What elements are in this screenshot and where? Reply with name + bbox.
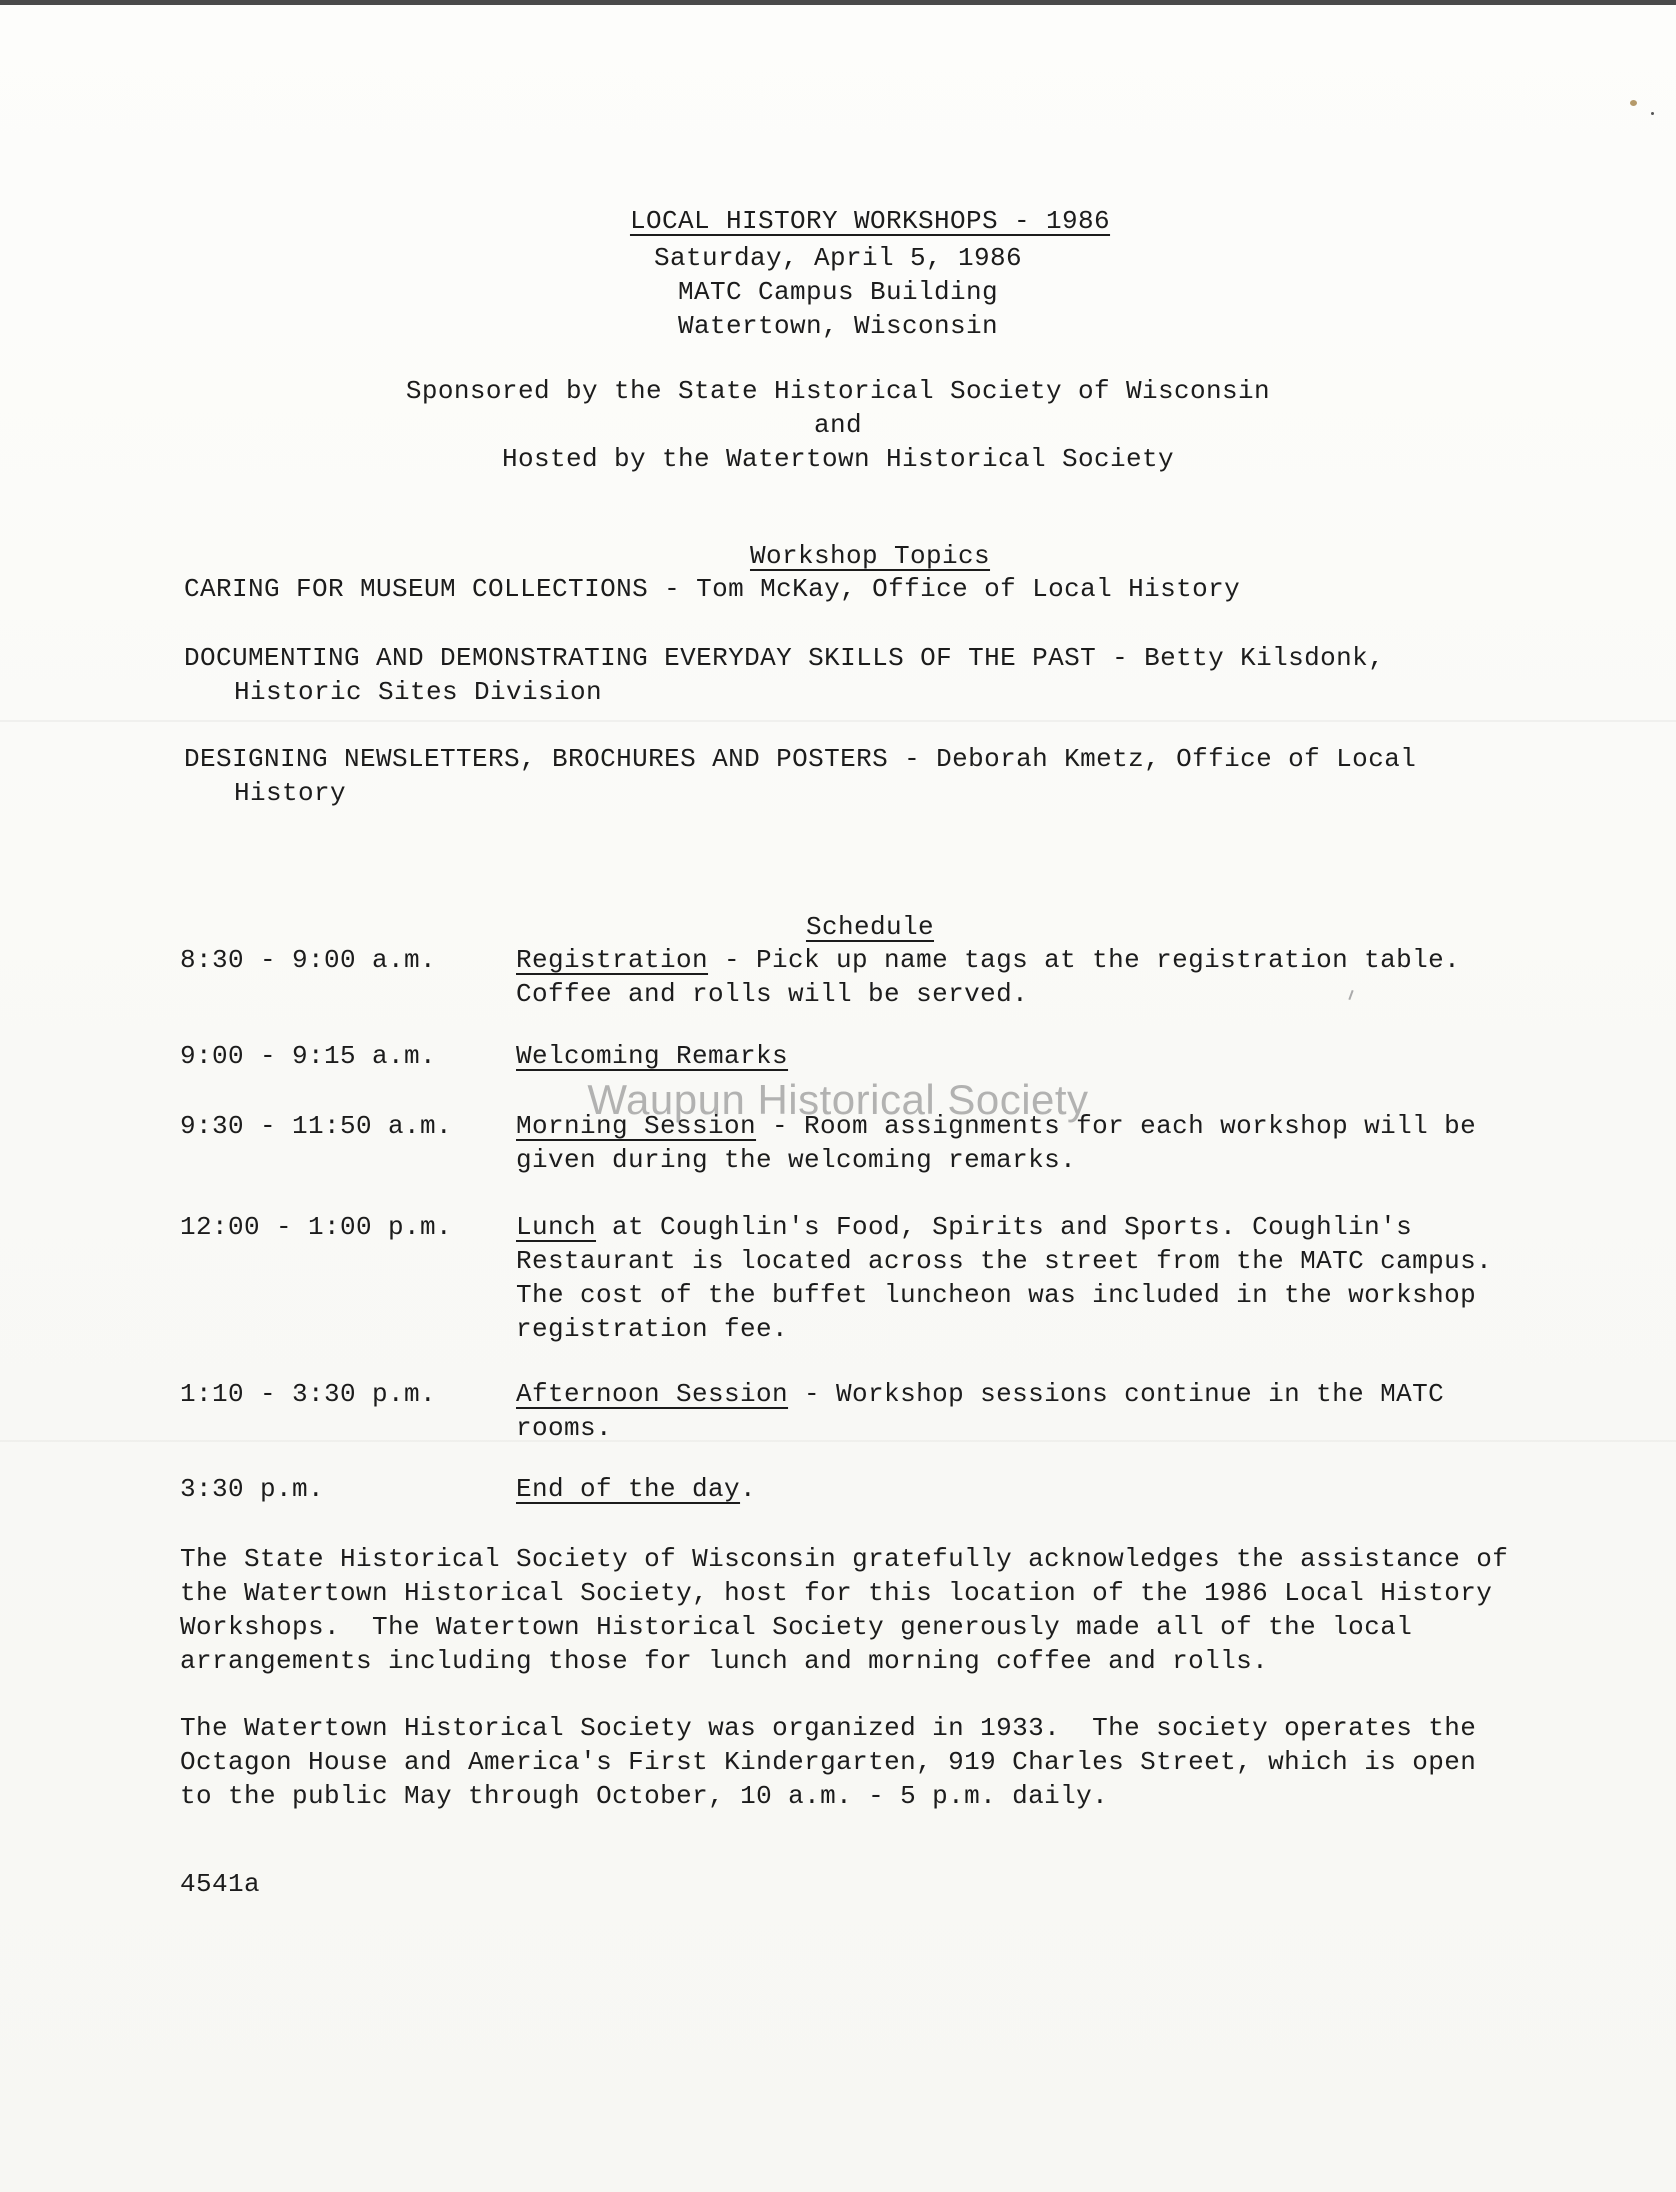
schedule-time: 12:00 - 1:00 p.m. [180,1212,453,1242]
paper-speck [1630,100,1637,106]
document-title: LOCAL HISTORY WORKSHOPS - 1986 [629,206,1111,236]
event-city: Watertown, Wisconsin [677,311,999,341]
scan-edge [0,0,1676,5]
ack-paragraph-line: arrangements including those for lunch and morning coffee and rolls. [180,1646,1269,1676]
schedule-item: Afternoon Session - Workshop sessions continue in the MATC rooms. [516,1379,1445,1443]
schedule-time: 8:30 - 9:00 a.m. [180,945,437,975]
ack-paragraph-line: The State Historical Society of Wisconsin gratefully acknowledges the assistance of [180,1544,1509,1574]
schedule-time: 9:00 - 9:15 a.m. [180,1041,437,1071]
schedule-item: Welcoming Remarks [516,1041,789,1071]
schedule-item: End of the day. [516,1474,757,1504]
society-paragraph-line: The Watertown Historical Society was organized in 1933. The society operates the [180,1713,1477,1743]
topic-item-continued: Historic Sites Division [234,677,603,707]
schedule-item: Registration - Pick up name tags at the registration table. Coffee and rolls will be served. [516,945,1461,1009]
society-paragraph-line: to the public May through October, 10 a.m. - 5 p.m. daily. [180,1781,1109,1811]
watermark: Waupun Historical Society [587,1076,1089,1123]
society-paragraph-line: Octagon House and America's First Kindergarten, 919 Charles Street, which is open [180,1747,1477,1777]
topics-heading: Workshop Topics [749,541,991,571]
host-line: Hosted by the Watertown Historical Society [501,444,1175,474]
topic-item: CARING FOR MUSEUM COLLECTIONS - Tom McKay, Office of Local History [184,574,1241,604]
schedule-time: 9:30 - 11:50 a.m. [180,1111,453,1141]
topic-item: DOCUMENTING AND DEMONSTRATING EVERYDAY SKILLS OF THE PAST - Betty Kilsdonk, [184,643,1385,673]
ack-paragraph-line: the Watertown Historical Society, host for this location of the 1986 Local History [180,1578,1493,1608]
schedule-time: 3:30 p.m. [180,1474,325,1504]
event-date: Saturday, April 5, 1986 [653,243,1023,273]
sponsor-and: and [813,410,862,440]
topic-item: DESIGNING NEWSLETTERS, BROCHURES AND POSTERS - Deborah Kmetz, Office of Local [184,744,1417,774]
document-code: 4541a [180,1869,261,1899]
topic-item-continued: History [234,778,347,808]
schedule-item: Morning Session - Room assignments for each workshop will be given during the welcoming remarks. [516,1111,1477,1175]
event-venue: MATC Campus Building [677,277,999,307]
ack-paragraph-line: Workshops. The Watertown Historical Society generously made all of the local [180,1612,1413,1642]
schedule-heading: Schedule [805,912,935,942]
schedule-item: Lunch at Coughlin's Food, Spirits and Sports. Coughlin's Restaurant is located across the street from the MATC campus. The cost of the buffet luncheon was included in the workshop registration fee. [516,1212,1493,1344]
fold-line [0,720,1676,722]
schedule-time: 1:10 - 3:30 p.m. [180,1379,437,1409]
sponsor-line: Sponsored by the State Historical Society of Wisconsin [405,376,1271,406]
paper-speck [1651,112,1654,115]
